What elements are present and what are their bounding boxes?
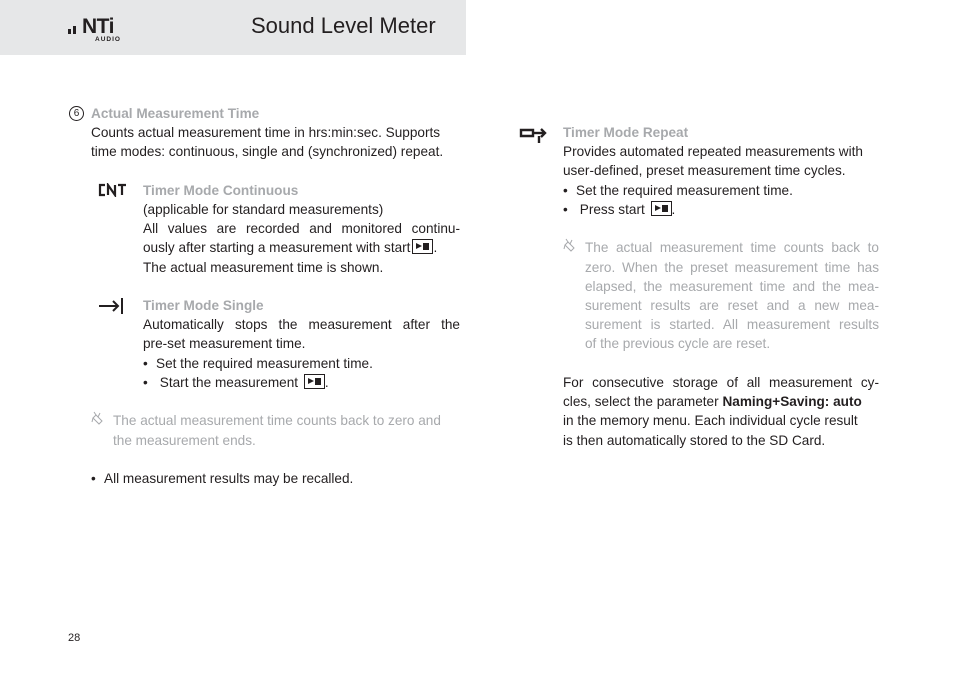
timer-single-icon [98,297,126,320]
repeat-line-1: Provides automated repeated measurements with [563,144,863,159]
left-note-line-2: the measurement ends. [113,433,256,448]
single-bullet-2: Start the measurement [159,375,299,390]
header-band [0,0,466,55]
note-hand-icon [563,238,577,257]
right-note-line-1: The actual measurement time counts back to [585,240,879,255]
start-key-icon [304,374,325,389]
single-bullet-1: • Set the required measurement time. [143,354,373,373]
storage-line-2-wrap [563,392,862,411]
storage-line-1: For consecutive storage of all measurement cy- [563,375,879,390]
logo-bars-icon [68,22,76,34]
intro-line-1: Counts actual measurement time in hrs:min:sec. Supports [91,125,441,140]
storage-line-2: cles, select the parameter [563,394,719,409]
right-note-line-6: of the previous cycle are reset. [585,336,771,351]
final-bullet: • All measurement results may be recalled. [91,469,353,488]
logo-text: NTi [82,15,114,38]
storage-line-4: is then automatically stored to the SD Card. [563,433,826,448]
start-key-icon [651,201,672,216]
right-note-line-4: surement results are reset and a new mea- [585,298,879,313]
repeat-bullet-2: Press start [579,202,645,217]
timer-repeat-icon [519,126,549,149]
single-line-1: Automatically stops the measurement after the [143,317,460,332]
naming-saving-parameter: Naming+Saving: auto [722,394,862,409]
page-title: Sound Level Meter [251,13,436,38]
continuous-line-3-wrap: ously after starting a measurement with start . [143,240,438,255]
section-heading: Actual Measurement Time [91,106,260,121]
note-hand-icon [91,411,105,430]
repeat-bullet-2-wrap: • Press start . [563,200,675,219]
single-line-2: pre-set measurement time. [143,336,306,351]
logo-subtext: AUDIO [95,36,121,43]
right-note-line-3: elapsed, the measurement time and the mea- [585,279,879,294]
nti-audio-logo [68,16,128,44]
left-note-line-1: The actual measurement time counts back to zero and [113,413,441,428]
right-note-line-2: zero. When the preset measurement time has [585,260,879,275]
single-heading: Timer Mode Single [143,298,264,313]
continuous-line-3: ously after starting a measurement with start [143,240,411,255]
continuous-line-1: (applicable for standard measurements) [143,202,384,217]
item-number-badge: 6 [69,106,84,121]
page-number: 28 [68,632,81,644]
start-key-icon [412,239,433,254]
continuous-line-2: All values are recorded and monitored continu- [143,221,460,236]
repeat-bullet-1: • Set the required measurement time. [563,181,793,200]
repeat-line-2: user-defined, preset measurement time cycles. [563,163,846,178]
timer-continuous-icon [98,183,128,202]
storage-line-3: in the memory menu. Each individual cycle result [563,413,858,428]
single-bullet-2-wrap: • Start the measurement . [143,373,329,392]
continuous-line-4: The actual measurement time is shown. [143,260,384,275]
continuous-heading: Timer Mode Continuous [143,183,299,198]
right-note-line-5: surement is started. All measurement results [585,317,879,332]
repeat-heading: Timer Mode Repeat [563,125,689,140]
intro-line-2: time modes: continuous, single and (synchronized) repeat. [91,144,444,159]
